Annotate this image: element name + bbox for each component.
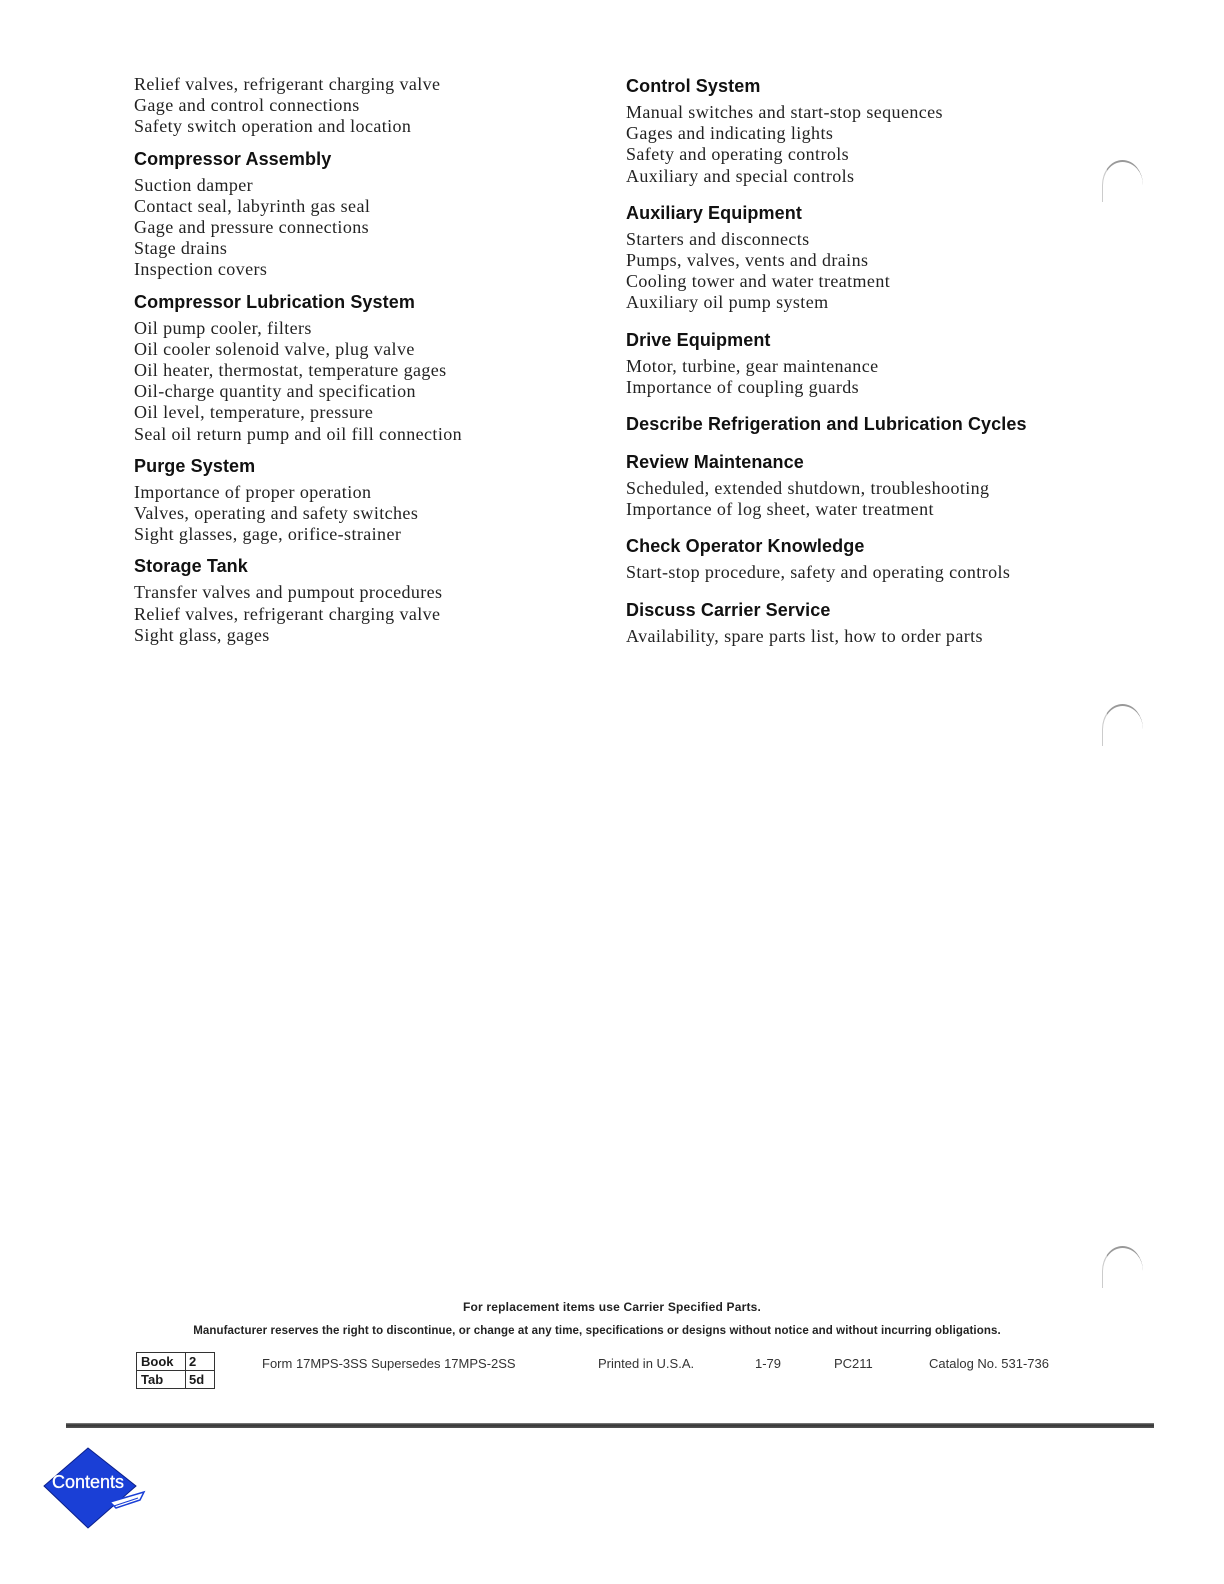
list-item: Oil cooler solenoid valve, plug valve (134, 338, 415, 359)
section-heading: Purge System (134, 455, 256, 476)
list-item: Valves, operating and safety switches (134, 503, 419, 524)
bottom-rule (66, 1423, 1154, 1428)
list-item: Auxiliary and special controls (626, 165, 855, 186)
replacement-note: For replacement items use Carrier Specified Parts. (462, 1300, 762, 1314)
list-item: Sight glasses, gage, orifice-strainer (134, 524, 402, 545)
section-heading: Review Maintenance (626, 452, 804, 473)
list-item: Manual switches and start-stop sequences (626, 102, 943, 122)
list-item: Oil heater, thermostat, temperature gages (134, 360, 447, 381)
form-number: Form 17MPS-3SS Supersedes 17MPS-2SS (262, 1356, 516, 1371)
contents-label: Contents (51, 1472, 125, 1492)
list-item: Scheduled, extended shutdown, troubleshooting (626, 478, 990, 499)
section-heading: Auxiliary Equipment (626, 202, 802, 223)
section-drive-equipment (626, 328, 1096, 398)
list-item: Cooling tower and water treatment (626, 271, 891, 292)
section-heading: Describe Refrigeration and Lubrication Cycles (626, 414, 1027, 435)
list-item: Safety switch operation and location (134, 116, 412, 137)
list-item: Gage and control connections (134, 95, 360, 116)
list-item: Pumps, valves, vents and drains (626, 250, 869, 271)
section-continued (134, 74, 584, 138)
section-heading: Control System (626, 76, 761, 96)
book-value: 2 (186, 1353, 215, 1371)
list-item: Motor, turbine, gear maintenance (626, 355, 879, 376)
section-check-operator-knowledge (626, 534, 1096, 583)
section-review-maintenance (626, 450, 1096, 520)
list-item: Gage and pressure connections (134, 217, 370, 238)
list-item: Availability, spare parts list, how to order parts (626, 625, 983, 646)
list-item: Auxiliary oil pump system (626, 292, 829, 313)
punch-hole (1102, 160, 1143, 202)
section-heading: Drive Equipment (626, 329, 771, 350)
pc-code: PC211 (834, 1356, 873, 1371)
section-heading: Check Operator Knowledge (626, 536, 865, 557)
section-compressor-lubrication (134, 290, 584, 445)
section-control-system (626, 74, 1096, 187)
punch-hole (1102, 1246, 1143, 1288)
section-purge-system (134, 454, 584, 546)
section-discuss-carrier-service (626, 598, 1096, 647)
printed-in: Printed in U.S.A. (598, 1356, 695, 1371)
tab-label: Tab (137, 1371, 186, 1389)
book-tab-box (136, 1352, 215, 1389)
list-item: Safety and operating controls (626, 144, 850, 165)
list-item: Sight glass, gages (134, 624, 270, 645)
disclaimer: Manufacturer reserves the right to discontinue, or change at any time, specifications or designs without notice and without incurring obligations. (193, 1325, 1001, 1337)
list-item: Transfer valves and pumpout procedures (134, 582, 443, 603)
left-column (134, 74, 584, 646)
list-item: Importance of log sheet, water treatment (626, 499, 934, 520)
list-item: Importance of coupling guards (626, 376, 860, 397)
list-item: Oil level, temperature, pressure (134, 402, 374, 423)
list-item: Inspection covers (134, 259, 268, 280)
book-label: Book (137, 1353, 186, 1371)
list-item: Suction damper (134, 174, 254, 195)
section-heading: Discuss Carrier Service (626, 599, 831, 620)
list-item: Relief valves, refrigerant charging valve (134, 603, 441, 624)
list-item: Start-stop procedure, safety and operating controls (626, 562, 1011, 583)
list-item: Gages and indicating lights (626, 123, 834, 144)
list-item: Oil-charge quantity and specification (134, 381, 416, 402)
list-item: Importance of proper operation (134, 481, 372, 502)
contents-diamond-icon (40, 1446, 150, 1530)
catalog-number: Catalog No. 531-736 (929, 1356, 1049, 1371)
contents-button[interactable] (40, 1446, 150, 1530)
tab-value: 5d (186, 1371, 215, 1389)
list-item: Contact seal, labyrinth gas seal (134, 195, 371, 216)
section-heading: Storage Tank (134, 556, 248, 577)
list-item: Seal oil return pump and oil fill connection (134, 423, 463, 444)
section-storage-tank (134, 554, 584, 646)
print-date: 1-79 (755, 1356, 782, 1371)
list-item: Relief valves, refrigerant charging valve (134, 74, 441, 94)
list-item: Stage drains (134, 238, 228, 259)
punch-hole (1102, 704, 1143, 746)
section-compressor-assembly (134, 147, 584, 281)
list-item: Oil pump cooler, filters (134, 317, 312, 338)
section-describe-cycles (626, 412, 1096, 436)
section-heading: Compressor Lubrication System (134, 291, 415, 312)
section-heading: Compressor Assembly (134, 148, 332, 169)
section-auxiliary-equipment (626, 201, 1096, 314)
right-column (626, 74, 1096, 647)
list-item: Starters and disconnects (626, 228, 810, 249)
